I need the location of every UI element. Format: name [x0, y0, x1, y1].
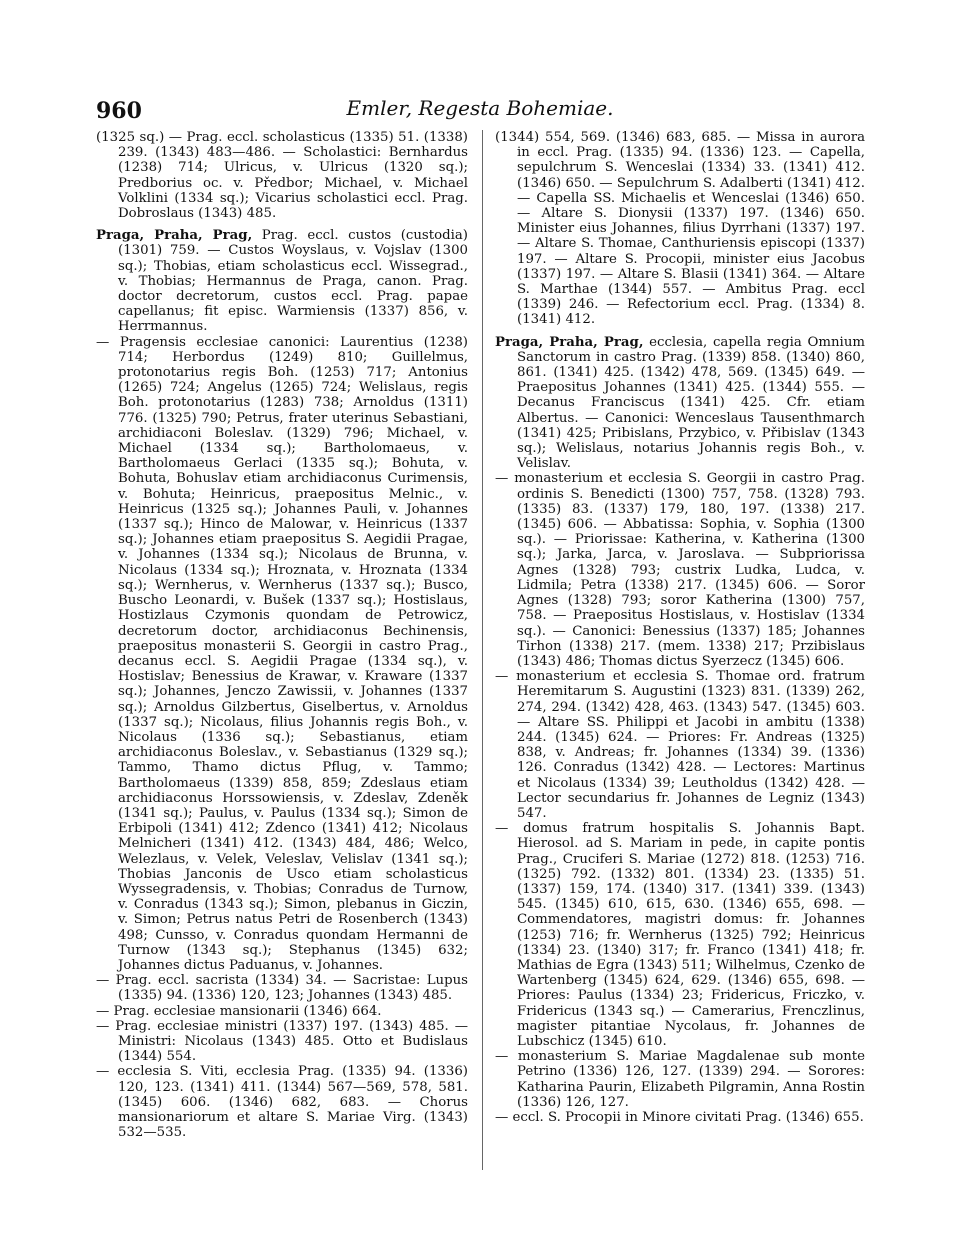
entry: [96, 973, 468, 1003]
entry-text: — monasterium S. Mariae Magdalenae sub monte Petrino (1336) 126, 127. (1339) 294. — Sorores: Katharina Paurin, Elizabeth Pilgramin, Anna Rostin (1336) 126, 127.: [495, 1049, 865, 1110]
entry-text: — Prag. ecclesiae mansionarii (1346) 664.: [96, 1003, 382, 1019]
entry: [495, 1049, 865, 1110]
running-title: Emler, Regesta Bohemiae.: [346, 96, 614, 120]
entry-text: — Pragensis ecclesiae canonici: Laurentius (1238) 714; Herbordus (1249) 810; Guillelmus, protonotarius regis Boh. (1253) 717; Antonius (1265) 724; Angelus (1265) 724; Welislaus, regis Boh. protonotarius (1283) 738; Arnoldus (1311) 776. (1325) 790; Petrus, frater uterinus Sebastiani, archidiaconi Boleslav. (1329) 796; Michael, v. Michael (1334 sq.); Bartholomaeus, v. Bartholomaeus Gerlaci (1335 sq.); Bohuta, v. Bohuta, Bohuslav etiam archidiaconus Curimensis, v. Bohuta; Heinricus, praepositus Melnic., v. Heinricus (1325 sq.); Johannes Pauli, v. Johannes (1337 sq.); Hinco de Malowar, v. Heinricus (1337 sq.); Johannes etiam praepositus S. Aegidii Pragae, v. Johannes (1334 sq.); Nicolaus de Brunna, v. Nicolaus (1334 sq.); Hroznata, v. Hroznata (1334 sq.); Wernherus, v. Wernherus (1337 sq.); Busco, Buscho Leonardi, v. Bušek (1337 sq.); Hostislaus, Hostizlaus Czymonis quondam de Petrowicz, decretorum doctor, archidiaconus Bechinensis, praepositus monasterii S. Georgii in castro Prag., decanus eccl. S. Aegidii Pragae (1334 sq.), v. Hostislav; Benessius de Krawar, v. Kraware (1337 sq.); Johannes, Jenczo Zawissii, v. Johannes (1337 sq.); Arnoldus Gilzbertus, Giselbertus, v. Arnoldus (1337 sq.); Nicolaus, filius Johannis regis Boh., v. Nicolaus (1336 sq.); Sebastianus, etiam archidiaconus Boleslav., v. Sebastianus (1329 sq.); Tammo, Thamo dictus Pflug, v. Tammo; Bartholomaeus (1339) 858, 859; Zdeslaus etiam archidiaconus Horssowiensis, v. Zdeslav, Zdeněk (1341 sq.); Paulus, v. Paulus (1334 sq.); Simon de Erbipoli (1341) 412; Zdenco (1341) 412; Nicolaus Melnicheri (1341) 412. (1343) 484, 486; Welco, Welezlaus, v. Velek, Veleslav, Velislav (1341 sq.); Thobias Janconis de Usco etiam scholasticus Wyssegradensis, v. Thobias; Conradus de Turnow, v. Conradus (1343 sq.); Simon, plebanus in Giczin, v. Simon; Petrus natus Petri de Rosenberch (1343) 498; Cunsso, v. Conradus quondam Hermanni de Turnow (1343 sq.); Stephanus (1345) 632; Johannes dictus Paduanus, v. Johannes.: [96, 334, 468, 973]
entry-text: — monasterium et ecclesia S. Thomae ord. fratrum Heremitarum S. Augustini (1323) 831. (1339) 262, 274, 294. (1342) 428, 463. (1343) 547. (1345) 603. — Altare SS. Philippi et Jacobi in ambitu (1338) 244. (1345) 624. — Priores: Fr. Andreas (1325) 838, v. Andreas; fr. Johannes (1334) 39. (1336) 126. Conradus (1342) 428. — Lectores: Martinus et Nicolaus (1334) 39; Leutholdus (1342) 428. — Lector secundarius fr. Johannes de Legniz (1343) 547.: [495, 669, 865, 821]
left-column: [96, 130, 468, 1140]
entry: [495, 471, 865, 669]
page-number: 960: [96, 98, 142, 124]
entry-text: — Prag. eccl. sacrista (1334) 34. — Sacristae: Lupus (1335) 94. (1336) 120, 123; Johannes (1343) 485.: [96, 973, 468, 1004]
entry-text: — monasterium et ecclesia S. Georgii in castro Prag. ordinis S. Benedicti (1300) 757, 758. (1328) 793. (1335) 83. (1337) 179, 180, 197. (1338) 217. (1345) 606. — Abbatissa: Sophia, v. Sophia (1300 sq.). — Priorissae: Katherina, v. Katherina (1300 sq.); Jarka, Jarca, v. Jaroslava. — Subpriorissa Agnes (1328) 793; custrix Ludka, Ludca, v. Lidmila; Petra (1338) 217. (1345) 606. — Soror Agnes (1328) 793; soror Katherina (1300) 757, 758. — Praepositus Hostislaus, v. Hostislav (1334 sq.). — Canonici: Benessius (1337) 185; Johannes Tirhon (1338) 217. (mem. 1338) 217; Przibislaus (1343) 486; Thomas dictus Syerzecz (1345) 606.: [495, 471, 865, 669]
entry: [495, 1110, 865, 1125]
entry: [96, 1004, 468, 1019]
entry-headword: Praga, Praha, Prag,: [96, 228, 253, 244]
entry-text: — eccl. S. Procopii in Minore civitati Prag. (1346) 655.: [495, 1110, 864, 1125]
entry-text: (1325 sq.) — Prag. eccl. scholasticus (1335) 51. (1338) 239. (1343) 483—486. — Scholastici: Bernhardus (1238) 714; Ulricus, v. Ulricus (1320 sq.); Predborius oc. v. Předbor; Michael, v. Michael Volklini (1334 sq.); Vicarius scholastici eccl. Prag. Dobroslaus (1343) 485.: [96, 130, 468, 222]
entry: [495, 669, 865, 821]
column-divider: [482, 130, 483, 1170]
entry-text: Prag. eccl. custos (custodia) (1301) 759. — Custos Woyslaus, v. Vojslav (1300 sq.); Thobias, etiam scholasticus eccl. Wissegrad., v. Thobias; Hermannus de Praga, canon. Prag. doctor decretorum, custos eccl. Prag. papae capellanus; fit episc. Warmiensis (1337) 856, v. Herrmannus.: [118, 228, 468, 335]
entry: [495, 335, 865, 472]
entry: [96, 1064, 468, 1140]
entry: [96, 335, 468, 974]
entry: [96, 228, 468, 334]
entry-text: ecclesia, capella regia Omnium Sanctorum in castro Prag. (1339) 858. (1340) 860, 861. (1341) 425. (1342) 478, 569. (1345) 649. — Praepositus Johannes (1341) 425. (1344) 555. — Decanus Franciscus (1341) 425. Cfr. etiam Albertus. — Canonici: Wenceslaus Tausenthmarch (1341) 425; Pribislans, Przybico, v. Přibislav (1343 sq.); Welislaus, notarius Johannis regis Boh., v. Velislav.: [517, 334, 865, 472]
entry: [495, 130, 865, 328]
entry-text: (1344) 554, 569. (1346) 683, 685. — Missa in aurora in eccl. Prag. (1335) 94. (1336) 123. — Capella, sepulchrum S. Wenceslai (1334) 33. (1341) 412. (1346) 650. — Sepulchrum S. Adalberti (1341) 412. — Capella SS. Michaelis et Wenceslai (1346) 650. — Altare S. Dionysii (1337) 197. (1346) 650. Minister eius Johannes, filius Dyrrhani (1337) 197. — Altare S. Thomae, Canthuriensis episcopi (1337) 197. — Altare S. Procopii, minister eius Jacobus (1337) 197. — Altare S. Blasii (1341) 364. — Altare S. Marthae (1344) 557. — Ambitus Prag. eccl (1339) 246. — Refectorium eccl. Prag. (1334) 8. (1341) 412.: [495, 130, 865, 328]
entry: [96, 1019, 468, 1065]
entry-headword: Praga, Praha, Prag,: [495, 334, 644, 350]
entry-text: — Prag. ecclesiae ministri (1337) 197. (1343) 485. — Ministri: Nicolaus (1343) 485. Otto et Budislaus (1344) 554.: [96, 1018, 468, 1065]
entry-text: — ecclesia S. Viti, ecclesia Prag. (1335) 94. (1336) 120, 123. (1341) 411. (1344) 567—569, 578, 581. (1345) 606. (1346) 682, 683. — Chorus mansionariorum et altare S. Mariae Virg. (1343) 532—535.: [96, 1064, 468, 1141]
entry: [495, 821, 865, 1049]
entry: [96, 130, 468, 221]
right-column: [495, 130, 865, 1125]
entry-text: — domus fratrum hospitalis S. Johannis Bapt. Hierosol. ad S. Mariam in pede, in capite pontis Prag., Cruciferi S. Mariae (1272) 818. (1253) 716. (1325) 792. (1332) 801. (1334) 23. (1335) 51. (1337) 159, 174. (1340) 317. (1341) 339. (1343) 545. (1345) 610, 615, 630. (1346) 655, 698. — Commendatores, magistri domus: fr. Johannes (1253) 716; fr. Wernherus (1325) 792; Heinricus (1334) 23. (1340) 317; fr. Franco (1341) 418; fr. Mathias de Egra (1343) 511; Wilhelmus, Czenko de Wartenberg (1345) 624, 629. (1346) 655, 698. — Priores: Paulus (1334) 23; Fridericus, Friczko, v. Fridericus (1343 sq.) — Camerarius, Frenczlinus, magister pitantiae Nycolaus, fr. Johannes de Lubschicz (1345) 610.: [495, 821, 865, 1049]
